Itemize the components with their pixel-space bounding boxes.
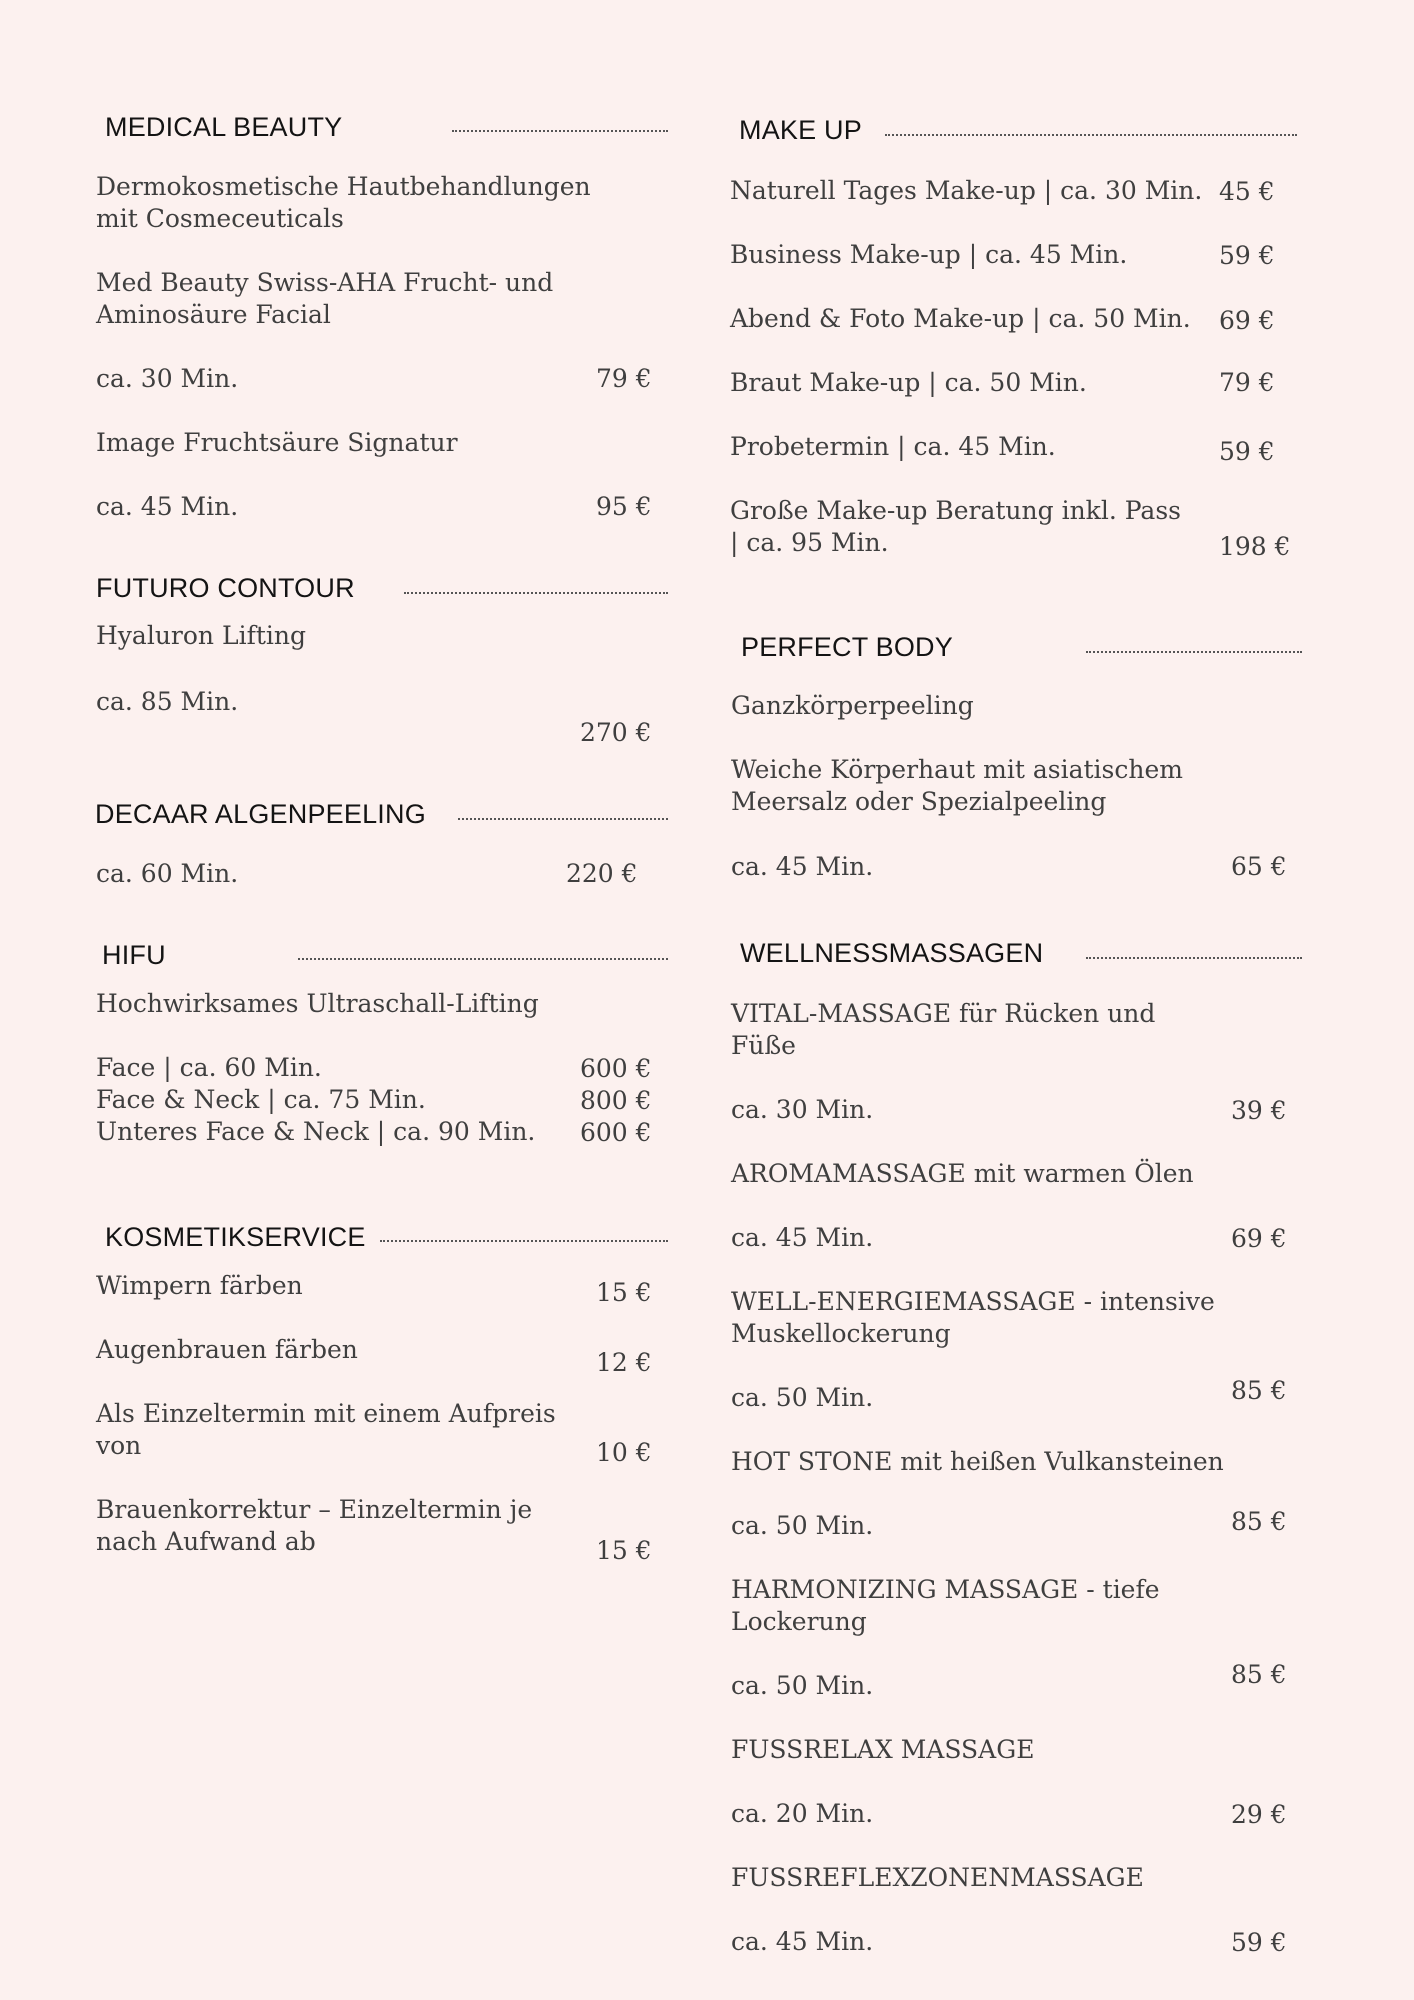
hifu-row-label: Unteres Face & Neck | ca. 90 Min. [96, 1117, 536, 1146]
service-name: HOT STONE mit heißen Vulkansteinen [731, 1447, 1224, 1476]
service-duration: ca. 60 Min. [96, 859, 239, 888]
service-duration: ca. 45 Min. [96, 492, 239, 521]
dotted-rule [380, 1240, 668, 1242]
service-duration: ca. 45 Min. [731, 1223, 874, 1252]
makeup-item-label: Große Make-up Beratung inkl. Pass [730, 496, 1181, 525]
service-name: Als Einzeltermin mit einem Aufpreis [96, 1399, 556, 1428]
hifu-row-price: 600 € [580, 1118, 652, 1147]
service-price: 15 € [596, 1278, 652, 1307]
makeup-item-price: 59 € [1219, 241, 1275, 270]
section-heading-perfect-body: PERFECT BODY [741, 632, 953, 662]
service-name: Füße [731, 1031, 796, 1060]
service-duration: ca. 20 Min. [731, 1799, 874, 1828]
service-price: 270 € [580, 718, 652, 747]
makeup-item-price: 45 € [1219, 177, 1275, 206]
service-price: 15 € [596, 1536, 652, 1565]
service-name: Med Beauty Swiss-AHA Frucht- und [96, 268, 554, 297]
service-price: 59 € [1231, 1928, 1287, 1957]
service-name: Brauenkorrektur – Einzeltermin je [96, 1495, 533, 1524]
dotted-rule [452, 130, 668, 132]
intro-line: mit Cosmeceuticals [96, 204, 344, 233]
service-price: 85 € [1231, 1376, 1287, 1405]
service-duration: ca. 50 Min. [731, 1671, 874, 1700]
service-price: 39 € [1231, 1096, 1287, 1125]
service-description: Weiche Körperhaut mit asiatischem [731, 755, 1183, 784]
service-duration: ca. 30 Min. [731, 1095, 874, 1124]
service-name: Augenbrauen färben [96, 1335, 358, 1364]
makeup-item-label: Abend & Foto Make-up | ca. 50 Min. [730, 304, 1191, 333]
service-price: 29 € [1231, 1800, 1287, 1829]
dotted-rule [885, 134, 1297, 136]
makeup-item-price: 79 € [1219, 368, 1275, 397]
service-duration: ca. 30 Min. [96, 364, 239, 393]
section-heading-wellnessmassagen: WELLNESSMASSAGEN [740, 938, 1044, 968]
service-price: 220 € [566, 859, 638, 888]
service-name: Aminosäure Facial [96, 300, 331, 329]
service-duration: ca. 50 Min. [731, 1383, 874, 1412]
service-price: 95 € [596, 492, 652, 521]
service-name: WELL-ENERGIEMASSAGE - intensive [731, 1287, 1215, 1316]
intro-line: Dermokosmetische Hautbehandlungen [96, 172, 591, 201]
service-price: 69 € [1231, 1224, 1287, 1253]
dotted-rule [1086, 651, 1302, 653]
section-heading-hifu: HIFU [102, 940, 166, 970]
makeup-item-label: Business Make-up | ca. 45 Min. [730, 240, 1128, 269]
service-name: AROMAMASSAGE mit warmen Ölen [731, 1159, 1194, 1188]
dotted-rule [404, 592, 668, 594]
service-name: Hyaluron Lifting [96, 621, 306, 650]
service-name: Wimpern färben [96, 1271, 303, 1300]
section-heading-medical-beauty: MEDICAL BEAUTY [105, 112, 343, 142]
service-price: 10 € [596, 1438, 652, 1467]
section-heading-decaar: DECAAR ALGENPEELING [95, 799, 426, 829]
hifu-row-label: Face | ca. 60 Min. [96, 1053, 322, 1082]
service-name: VITAL-MASSAGE für Rücken und [731, 999, 1156, 1028]
service-description: Meersalz oder Spezialpeeling [731, 787, 1107, 816]
makeup-item-price: 198 € [1219, 532, 1291, 561]
section-heading-kosmetikservice: KOSMETIKSERVICE [105, 1222, 366, 1252]
service-price: 12 € [596, 1348, 652, 1377]
service-duration: ca. 45 Min. [731, 852, 874, 881]
dotted-rule [298, 958, 668, 960]
service-name: Muskellockerung [731, 1319, 951, 1348]
service-name: Ganzkörperpeeling [731, 691, 974, 720]
section-heading-make-up: MAKE UP [739, 115, 862, 145]
makeup-item-label: Braut Make-up | ca. 50 Min. [730, 368, 1087, 397]
service-name: Lockerung [731, 1607, 867, 1636]
section-heading-futuro-contour: FUTURO CONTOUR [96, 573, 355, 603]
service-name: Image Fruchtsäure Signatur [96, 428, 458, 457]
service-name: FUSSRELAX MASSAGE [731, 1735, 1035, 1764]
service-duration: ca. 85 Min. [96, 687, 239, 716]
makeup-item-label: Probetermin | ca. 45 Min. [730, 432, 1056, 461]
hifu-row-price: 800 € [580, 1086, 652, 1115]
service-name: Hochwirksames Ultraschall-Lifting [96, 989, 539, 1018]
service-duration: ca. 45 Min. [731, 1927, 874, 1956]
service-price: 85 € [1231, 1507, 1287, 1536]
service-price: 85 € [1231, 1660, 1287, 1689]
hifu-row-price: 600 € [580, 1054, 652, 1083]
makeup-item-label: Naturell Tages Make-up | ca. 30 Min. [730, 176, 1203, 205]
service-name: FUSSREFLEXZONENMASSAGE [731, 1863, 1144, 1892]
hifu-row-label: Face & Neck | ca. 75 Min. [96, 1085, 426, 1114]
dotted-rule [458, 818, 668, 820]
dotted-rule [1086, 957, 1302, 959]
service-duration: ca. 50 Min. [731, 1511, 874, 1540]
service-price: 79 € [596, 364, 652, 393]
service-price: 65 € [1231, 852, 1287, 881]
makeup-item-label: | ca. 95 Min. [730, 528, 889, 557]
service-name: von [96, 1431, 142, 1460]
makeup-item-price: 59 € [1219, 437, 1275, 466]
service-name: nach Aufwand ab [96, 1527, 316, 1556]
service-name: HARMONIZING MASSAGE - tiefe [731, 1575, 1160, 1604]
makeup-item-price: 69 € [1219, 306, 1275, 335]
